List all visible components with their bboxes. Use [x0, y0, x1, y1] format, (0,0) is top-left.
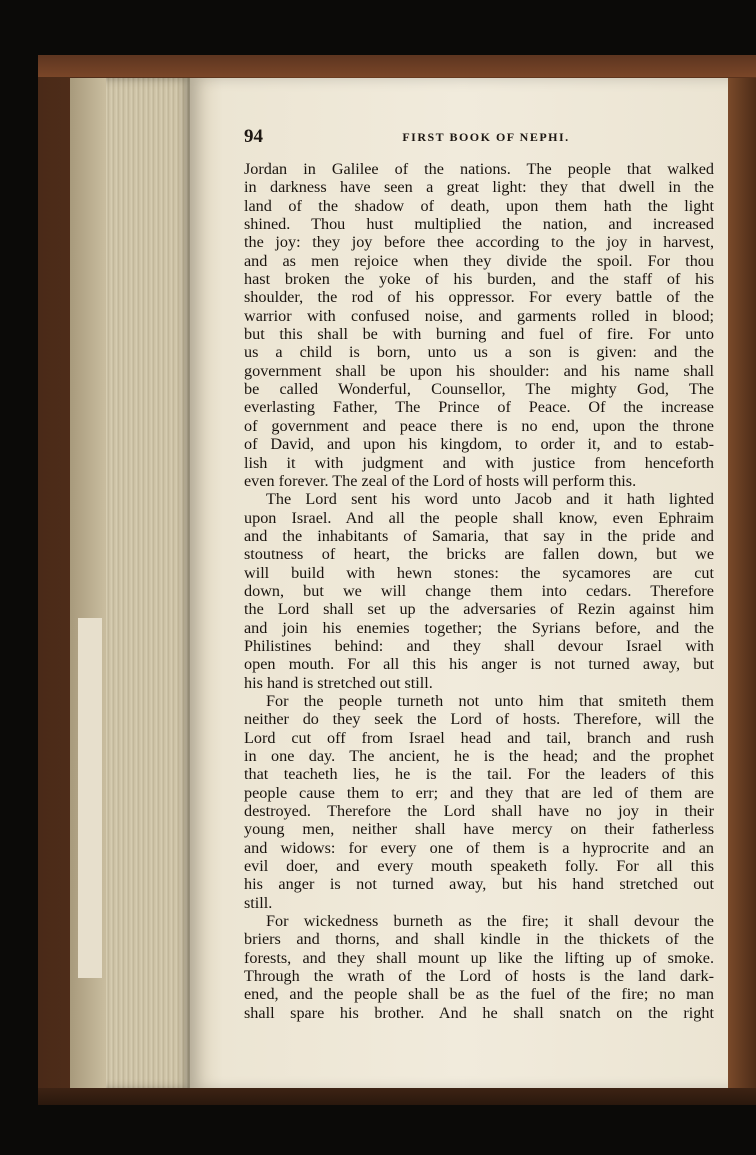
book-cover-bottom-edge — [38, 1088, 756, 1105]
page-number: 94 — [244, 126, 263, 147]
page-body-text — [244, 160, 714, 1022]
text-line: hast broken the yoke of his burden, and the staff of his — [244, 270, 714, 289]
text-line: For wickedness burneth as the fire; it shall devour the — [266, 912, 714, 931]
text-line: the Lord shall set up the adversaries of Rezin against him — [244, 600, 714, 619]
text-line: neither do they seek the Lord of hosts. Therefore, will the — [244, 710, 714, 729]
book-cover-top-edge — [38, 55, 756, 77]
text-line: Through the wrath of the Lord of hosts is the land dark- — [244, 967, 714, 986]
text-line: and the inhabitants of Samaria, that say in the pride and — [244, 526, 714, 545]
text-line: ened, and the people shall be as the fuel of the fire; no man — [244, 985, 714, 1004]
running-head: FIRST BOOK OF NEPHI. — [402, 130, 570, 144]
text-line: forests, and they shall mount up like the lifting up of smoke. — [244, 948, 714, 967]
book-cover-right-edge — [728, 78, 756, 1090]
text-line: everlasting Father, The Prince of Peace. Of the increase — [244, 398, 714, 417]
text-line: The Lord sent his word unto Jacob and it hath lighted — [266, 490, 714, 509]
text-line: destroyed. Therefore the Lord shall have no joy in their — [244, 802, 714, 821]
page-header — [240, 126, 718, 150]
text-line: government shall be upon his shoulder: and his name shall — [244, 361, 714, 380]
text-line: Philistines behind: and they shall devour Israel with — [244, 636, 714, 655]
text-line: For the people turneth not unto him that smiteth them — [266, 691, 714, 710]
text-line: us a child is born, unto us a son is given: and the — [244, 343, 714, 362]
text-line: of government and peace there is no end, upon the throne — [244, 416, 714, 435]
text-line: evil doer, and every mouth speaketh folly. For all this — [244, 857, 714, 876]
text-line: even forever. The zeal of the Lord of hosts will perform this. — [244, 471, 637, 490]
text-line: warrior with confused noise, and garments rolled in blood; — [244, 306, 714, 325]
text-line: and join his enemies together; the Syrians before, and the — [244, 618, 714, 637]
text-line: still. — [244, 893, 273, 912]
text-line: and widows: for every one of them is a hyprocrite and an — [244, 838, 714, 857]
text-line: people cause them to err; and they that are led of them are — [244, 783, 714, 802]
text-line: shoulder, the rod of his oppressor. For every battle of the — [244, 288, 714, 307]
text-line: upon Israel. And all the people shall know, even Ephraim — [244, 508, 714, 527]
text-line: that teacheth lies, he is the tail. For the leaders of this — [244, 765, 714, 784]
text-line: lish it with judgment and with justice from henceforth — [244, 453, 714, 472]
text-line: down, but we will change them into cedars. Therefore — [244, 581, 714, 600]
text-line: land of the shadow of death, upon them hath the light — [244, 196, 714, 215]
text-line: open mouth. For all this his anger is not turned away, but — [244, 655, 714, 674]
text-line: will build with hewn stones: the sycamores are cut — [244, 563, 714, 582]
text-line: stoutness of heart, the bricks are fallen down, but we — [244, 545, 714, 564]
text-line: of David, and upon his kingdom, to order it, and to estab- — [244, 435, 714, 454]
text-line: Jordan in Galilee of the nations. The people that walked — [244, 160, 714, 178]
text-line: Lord cut off from Israel head and tail, branch and rush — [244, 728, 714, 747]
text-line: his hand is stretched out still. — [244, 673, 433, 692]
page-block-light-patch — [78, 618, 102, 978]
text-line: young men, neither shall have mercy on their fatherless — [244, 820, 714, 839]
text-line: in one day. The ancient, he is the head; and the prophet — [244, 747, 714, 765]
text-line: shall spare his brother. And he shall snatch on the right — [244, 1003, 714, 1022]
text-line: in darkness have seen a great light: they that dwell in the — [244, 178, 714, 197]
text-line: and as men rejoice when they divide the spoil. For thou — [244, 251, 714, 270]
text-line: shined. Thou hust multiplied the nation, and increased — [244, 215, 714, 234]
text-line: be called Wonderful, Counsellor, The mighty God, The — [244, 380, 714, 399]
text-line: the joy: they joy before thee according to the joy in harvest, — [244, 233, 714, 252]
text-line: briers and thorns, and shall kindle in the thickets of the — [244, 930, 714, 949]
text-line: his anger is not turned away, but his hand stretched out — [244, 875, 714, 894]
text-line: but this shall be with burning and fuel of fire. For unto — [244, 325, 714, 344]
